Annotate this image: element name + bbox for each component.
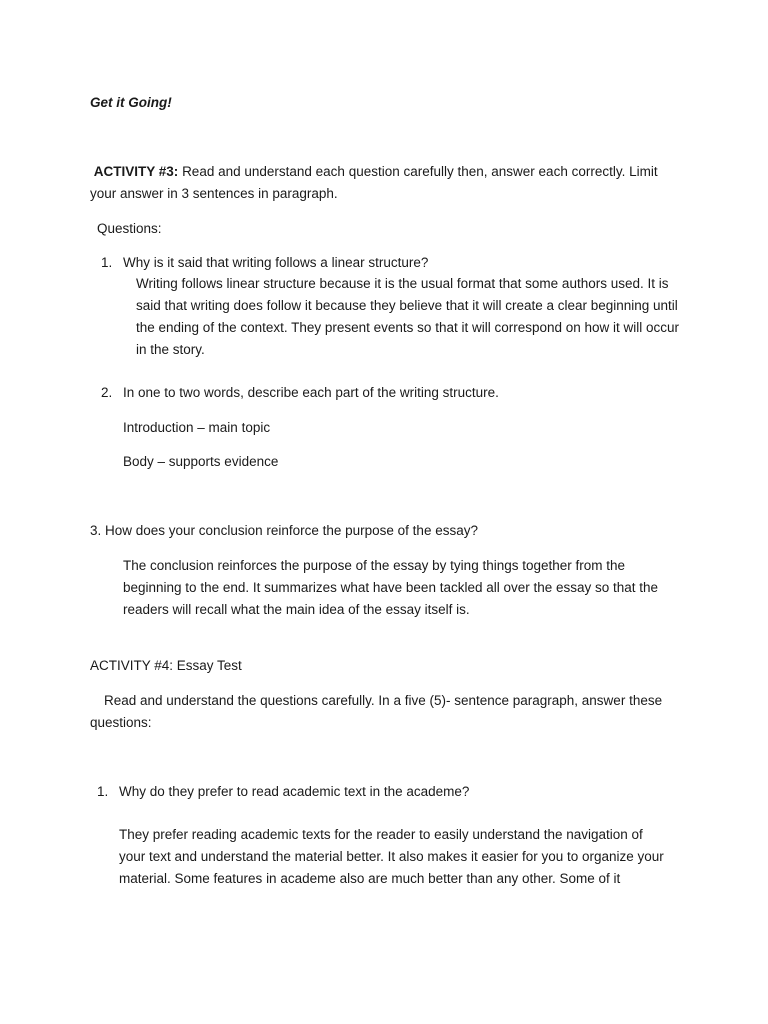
q1-number: 1. [101,255,113,270]
activity4-instructions: Read and understand the questions carefully. In a five (5)- sentence paragraph, answer these questions: [90,693,663,730]
activity4-title: ACTIVITY #4: Essay Test [90,658,242,673]
activity4-q1 [97,781,469,803]
activity3-q2 [101,382,499,404]
activity3-instructions-text: Read and understand each question carefully then, answer each correctly. Limit your answer in 3 sentences in paragraph. [90,164,658,201]
activity3-q1 [101,252,428,274]
a4-q1-question: Why do they prefer to read academic text in the academe? [119,784,470,799]
activity3-q3-answer: The conclusion reinforces the purpose of the essay by tying things together from the beginning to the end. It summarizes what have been tackled all over the essay so that the readers will recall what the main idea of the essay itself is. [123,558,659,617]
questions-label: Questions: [97,221,162,236]
q2-answer-body: Body – supports evidence [123,454,279,469]
q2-number: 2. [101,385,113,400]
q2-question: In one to two words, describe each part of the writing structure. [123,385,499,400]
a4-q1-number: 1. [97,784,109,799]
activity3-label: ACTIVITY #3: [93,164,179,179]
activity4-q1-answer: They prefer reading academic texts for the reader to easily understand the navigation of your text and understand the material better. It also makes it easier for you to organize your material. Some features in academe also are much better than any other. Some of it [119,827,664,886]
activity3-instructions [90,161,680,205]
activity3-q3: 3. How does your conclusion reinforce the purpose of the essay? [90,523,478,538]
q1-question: Why is it said that writing follows a linear structure? [123,255,429,270]
activity3-q1-answer: Writing follows linear structure because it is the usual format that some authors used. It is said that writing does follow it because they believe that it will create a clear beginning until the ending of the context. They present events so that it will correspond on how it will occur in the story. [136,276,680,357]
q2-answer-introduction: Introduction – main topic [123,420,271,435]
page-heading: Get it Going! [90,95,172,110]
